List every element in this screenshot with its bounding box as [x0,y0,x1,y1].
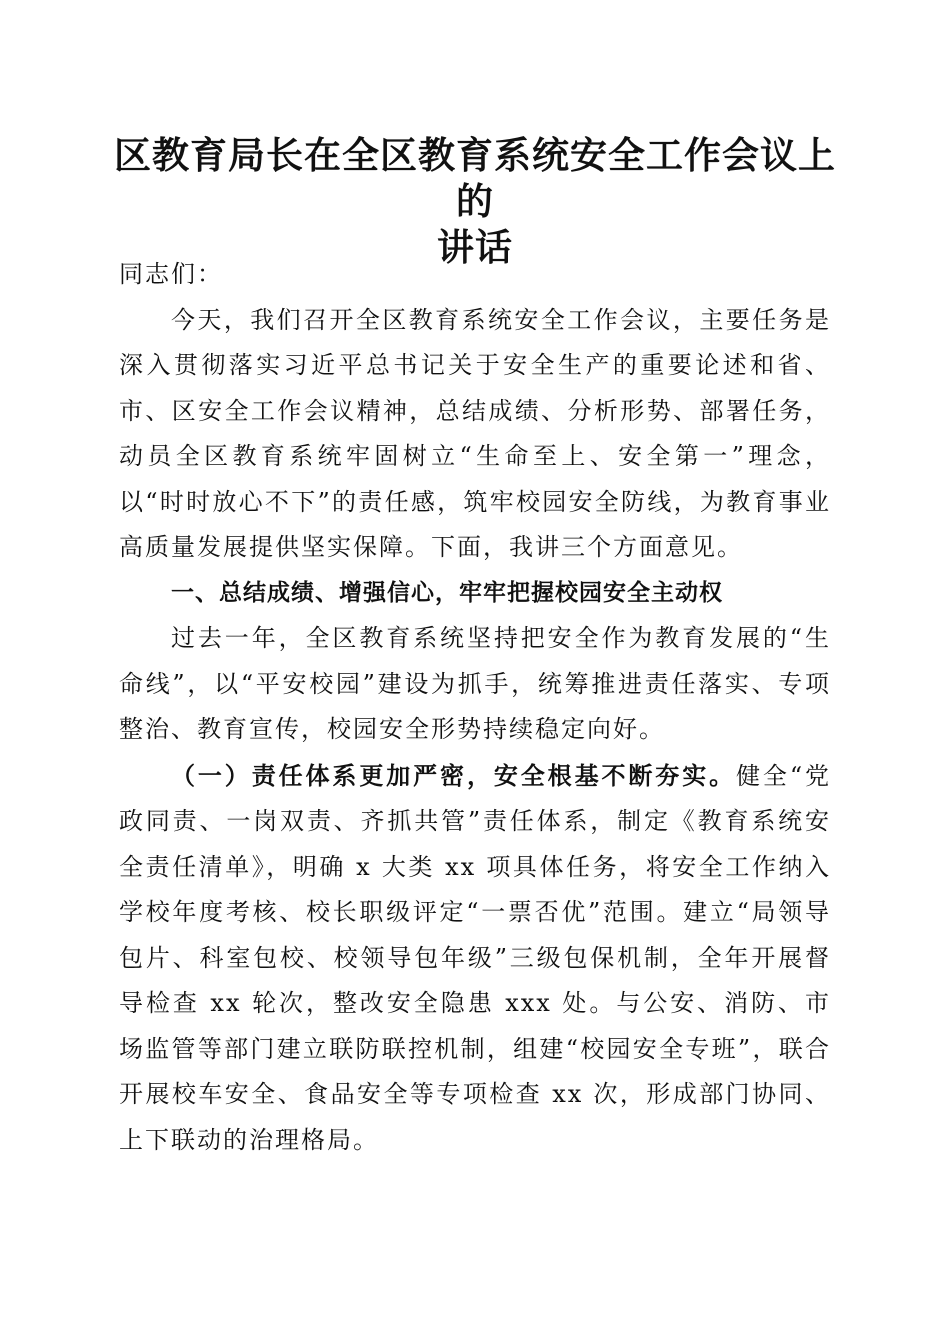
section-1-intro-paragraph: 过去一年，全区教育系统坚持把安全作为教育发展的“生命线”，以“平安校园”建设为抓手，统筹推进责任落实、专项整治、教育宣传，校园安全形势持续稳定向好。 [119,624,831,743]
section-1-heading: 一、总结成绩、增强信心，牢牢把握校园安全主动权 [171,579,723,606]
title-line-1: 区教育局长在全区教育系统安全工作会议上的 [114,133,836,223]
subsection-1-paragraph [119,753,831,1164]
subsection-1-text: 健全“党政同责、一岗双责、齐抓共管”责任体系，制定《教育系统安全责任清单》，明确 x 大类 xx 项具体任务，将安全工作纳入学校年度考核、校长职级评定“一票否优”范围。建立“局领导包片、科室包校、校领导包年级”三级包保机制，全年开展督导检查 xx 轮次，整改安全隐患 xxx 处。与公安、消防、市场监管等部门建立联防联控机制，组建“校园安全专班”，联合开展校车安全、食品安全等专项检查 xx 次，形成部门协同、上下联动的治理格局。 [119,761,831,1154]
document-title [100,132,850,270]
title-line-2: 讲话 [437,225,513,269]
intro-paragraph: 今天，我们召开全区教育系统安全工作会议，主要任务是深入贯彻落实习近平总书记关于安全生产的重要论述和省、市、区安全工作会议精神，总结成绩、分析形势、部署任务，动员全区教育系统牢固树立“生命至上、安全第一”理念，以“时时放心不下”的责任感，筑牢校园安全防线，为教育事业高质量发展提供坚实保障。下面，我讲三个方面意见。 [119,305,831,561]
subsection-1-heading: （一）责任体系更加严密，安全根基不断夯实。 [171,760,737,790]
greeting: 同志们： [119,260,223,288]
document-body [119,252,831,1163]
